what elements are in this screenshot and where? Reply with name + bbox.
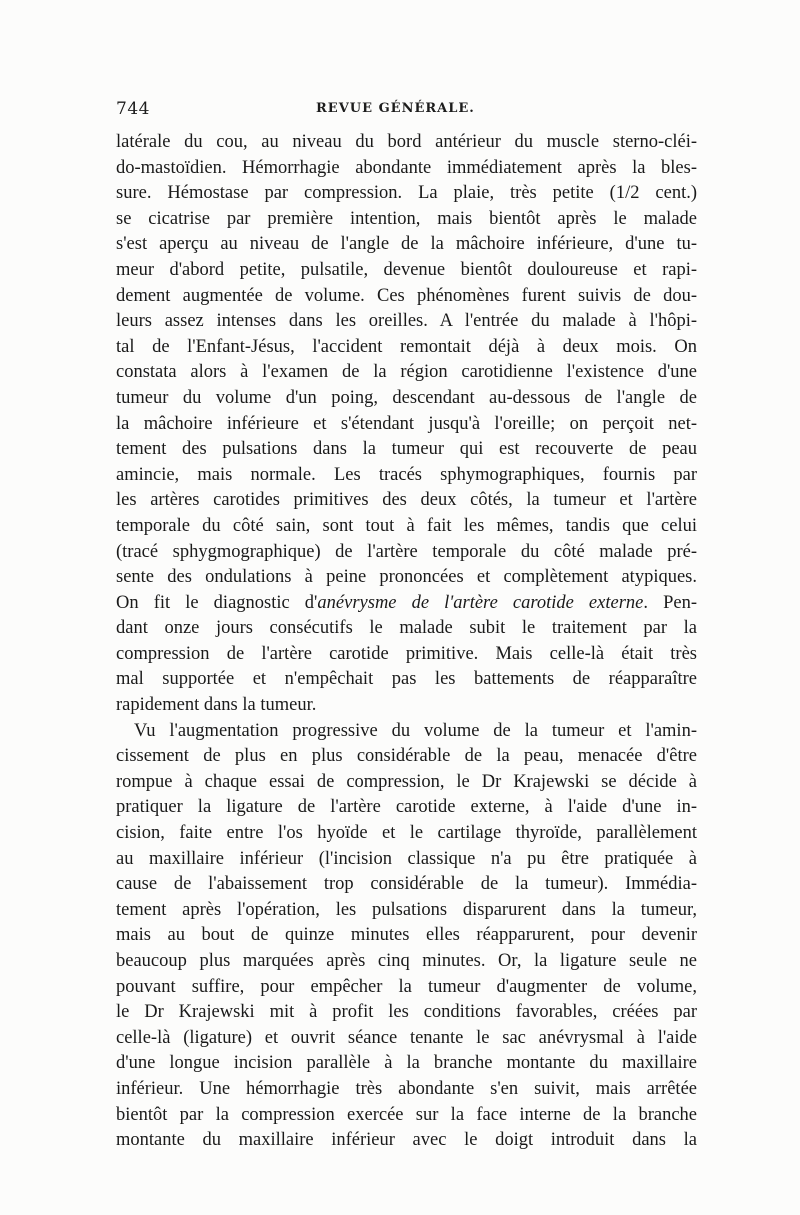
diagnosis-suffix: . Pen- (643, 592, 698, 613)
text-line: dement augmentée de volume. Ces phénomènes furent suivis de dou- (116, 285, 697, 306)
text-line: se cicatrise par première intention, mais bientôt après le malade (116, 208, 697, 229)
text-line: sente des ondulations à peine prononcées et complètement atypiques. (116, 567, 697, 588)
text-line: leurs assez intenses dans les oreilles. A l'entrée du malade à l'hôpi- (116, 311, 697, 332)
text-line: tal de l'Enfant-Jésus, l'accident remontait déjà à deux mois. On (116, 336, 697, 357)
text-line: d'une longue incision parallèle à la branche montante du maxillaire (116, 1053, 697, 1074)
text-line: les artères carotides primitives des deux côtés, la tumeur et l'artère (116, 490, 697, 511)
text-line: la mâchoire inférieure et s'étendant jusqu'à l'oreille; on perçoit net- (116, 413, 697, 434)
text-line: compression de l'artère carotide primitive. Mais celle-là était très (116, 643, 697, 664)
text-line: tumeur du volume d'un poing, descendant au-dessous de l'angle de (116, 387, 697, 408)
text-line: dant onze jours consécutifs le malade subit le traitement par la (116, 618, 697, 639)
diagnosis-line (116, 591, 697, 617)
text-line: mais au bout de quinze minutes elles réapparurent, pour devenir (116, 925, 697, 946)
text-line: cissement de plus en plus considérable de la peau, menacée d'être (116, 746, 697, 767)
text-line: pratiquer la ligature de l'artère carotide externe, à l'aide d'une in- (116, 797, 697, 818)
diagnosis-italic: anévrysme de l'artère carotide externe (317, 592, 644, 613)
text-line: (tracé sphygmographique) de l'artère temporale du côté malade pré- (116, 541, 697, 562)
page-header (116, 99, 696, 123)
diagnosis-prefix: On fit le diagnostic d' (116, 592, 318, 613)
text-line: au maxillaire inférieur (l'incision classique n'a pu être pratiquée à (116, 848, 697, 869)
text-line: beaucoup plus marquées après cinq minutes. Or, la ligature seule ne (116, 951, 697, 971)
text-line: amincie, mais normale. Les tracés sphymographiques, fournis par (116, 464, 697, 485)
text-line: bientôt par la compression exercée sur la face interne de la branche (116, 1104, 697, 1125)
running-title: REVUE GÉNÉRALE. (316, 101, 475, 116)
text-line: rapidement dans la tumeur. (116, 695, 317, 716)
text-line: inférieur. Une hémorrhagie très abondante s'en suivit, mais arrêtée (116, 1078, 697, 1099)
text-line: le Dr Krajewski mit à profit les conditions favorables, créées par (116, 1002, 697, 1023)
text-line: meur d'abord petite, pulsatile, devenue bientôt douloureuse et rapi- (116, 259, 697, 280)
text-line: celle-là (ligature) et ouvrit séance tenante le sac anévrysmal à l'aide (116, 1027, 697, 1048)
text-line: s'est aperçu au niveau de l'angle de la mâchoire inférieure, d'une tu- (116, 234, 697, 255)
text-line: pouvant suffire, pour empêcher la tumeur d'augmenter de volume, (116, 976, 697, 997)
text-line: constata alors à l'examen de la région carotidienne l'existence d'une (116, 362, 697, 383)
text-line: latérale du cou, au niveau du bord antérieur du muscle sterno-cléi- (116, 132, 697, 152)
text-line: mal supportée et n'empêchait pas les battements de réapparaître (116, 669, 697, 690)
text-line: montante du maxillaire inférieur avec le doigt introduit dans la (116, 1130, 697, 1151)
text-line: cision, faite entre l'os hyoïde et le cartilage thyroïde, parallèlement (116, 823, 697, 844)
text-line: tement des pulsations dans la tumeur qui est recouverte de peau (116, 439, 697, 460)
body-text (116, 130, 697, 1154)
page-number: 744 (116, 99, 150, 119)
text-line: rompue à chaque essai de compression, le Dr Krajewski se décide à (116, 771, 697, 792)
text-line: tement après l'opération, les pulsations disparurent dans la tumeur, (116, 899, 697, 920)
text-line: do-mastoïdien. Hémorrhagie abondante immédiatement après la bles- (116, 157, 697, 178)
text-line: temporale du côté sain, sont tout à fait les mêmes, tandis que celui (116, 515, 697, 536)
text-line: cause de l'abaissement trop considérable de la tumeur). Immédia- (116, 874, 697, 895)
text-line: Vu l'augmentation progressive du volume de la tumeur et l'amin- (134, 720, 697, 741)
text-line: sure. Hémostase par compression. La plaie, très petite (1/2 cent.) (116, 183, 697, 204)
